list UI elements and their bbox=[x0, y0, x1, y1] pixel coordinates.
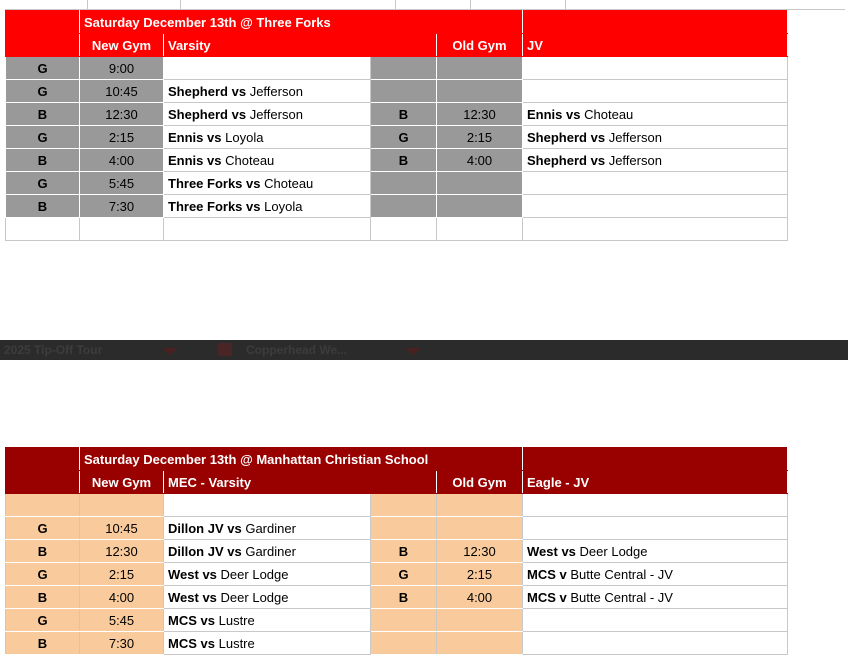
time-cell bbox=[437, 632, 523, 655]
header-gym2-level: Eagle - JV bbox=[523, 471, 788, 494]
gender-cell: G bbox=[6, 517, 80, 540]
away-team: Dillon JV bbox=[168, 543, 224, 559]
away-team: Dillon JV bbox=[168, 520, 224, 536]
chevron-down-icon[interactable] bbox=[405, 348, 421, 355]
title-spacer bbox=[6, 448, 80, 471]
home-team: Butte Central - JV bbox=[570, 589, 673, 605]
table-blank-row bbox=[6, 494, 788, 517]
matchup-cell bbox=[523, 609, 788, 632]
away-team: Shepherd bbox=[168, 106, 228, 122]
table-row bbox=[6, 517, 788, 540]
matchup-cell bbox=[164, 195, 371, 218]
vs-label: vs bbox=[207, 152, 222, 168]
matchup-cell bbox=[523, 195, 788, 218]
table-row bbox=[6, 563, 788, 586]
vs-label: vs bbox=[227, 543, 242, 559]
table-title: Saturday December 13th @ Manhattan Christian School bbox=[80, 448, 523, 471]
vs-label: vs bbox=[231, 83, 247, 99]
time-cell: 2:15 bbox=[437, 563, 523, 586]
away-team: MCS bbox=[527, 589, 556, 605]
gender-cell: G bbox=[6, 563, 80, 586]
home-team: Choteau bbox=[584, 106, 634, 122]
gender-cell: G bbox=[6, 80, 80, 103]
table-row bbox=[6, 632, 788, 655]
gender-cell bbox=[371, 609, 437, 632]
home-team: Loyola bbox=[225, 129, 264, 145]
time-cell: 10:45 bbox=[80, 80, 164, 103]
table-title-row bbox=[6, 448, 788, 471]
time-cell: 4:00 bbox=[80, 149, 164, 172]
matchup-cell bbox=[523, 632, 788, 655]
vs-label: vs bbox=[202, 566, 217, 582]
time-cell: 2:15 bbox=[80, 563, 164, 586]
home-team: Gardiner bbox=[245, 520, 296, 536]
away-team: Shepherd bbox=[168, 83, 228, 99]
vs-label: v bbox=[559, 589, 567, 605]
sheet-tab-tip-off-tour[interactable]: 2025 Tip-Off Tour bbox=[4, 343, 103, 357]
time-cell: 4:00 bbox=[437, 149, 523, 172]
table-row bbox=[6, 172, 788, 195]
table-title: Saturday December 13th @ Three Forks bbox=[80, 11, 523, 34]
matchup-cell bbox=[523, 586, 788, 609]
matchup-cell bbox=[523, 57, 788, 80]
sheet-tab-copperhead[interactable]: Copperhead We... bbox=[246, 343, 348, 357]
time-cell: 2:15 bbox=[80, 126, 164, 149]
schedule-table-three-forks bbox=[5, 10, 788, 241]
away-team: MCS bbox=[168, 612, 197, 628]
header-gym2-level: JV bbox=[523, 34, 788, 57]
header-gym2: Old Gym bbox=[437, 34, 523, 57]
vs-label: vs bbox=[561, 543, 576, 559]
away-team: West bbox=[168, 589, 199, 605]
home-team: Lustre bbox=[218, 612, 255, 628]
away-team: Three Forks bbox=[168, 198, 243, 214]
gender-cell: B bbox=[6, 149, 80, 172]
away-team: Ennis bbox=[168, 129, 204, 145]
matchup-cell bbox=[523, 540, 788, 563]
table-row bbox=[6, 540, 788, 563]
vs-label: v bbox=[559, 566, 567, 582]
time-cell bbox=[437, 609, 523, 632]
away-team: West bbox=[168, 566, 199, 582]
grid-line bbox=[395, 0, 396, 9]
matchup-cell bbox=[164, 172, 371, 195]
gender-cell: G bbox=[371, 126, 437, 149]
gender-cell: B bbox=[371, 586, 437, 609]
title-spacer bbox=[523, 11, 788, 34]
home-team: Jefferson bbox=[608, 129, 662, 145]
gender-cell: B bbox=[371, 103, 437, 126]
table-row bbox=[6, 195, 788, 218]
gender-cell bbox=[371, 195, 437, 218]
matchup-cell bbox=[164, 126, 371, 149]
matchup-cell bbox=[523, 103, 788, 126]
matchup-cell bbox=[523, 563, 788, 586]
away-team: Ennis bbox=[527, 106, 563, 122]
away-team: Shepherd bbox=[527, 152, 587, 168]
table-row bbox=[6, 126, 788, 149]
time-cell bbox=[437, 80, 523, 103]
matchup-cell bbox=[523, 172, 788, 195]
gender-cell: G bbox=[6, 609, 80, 632]
time-cell: 5:45 bbox=[80, 172, 164, 195]
vs-label: vs bbox=[202, 589, 217, 605]
home-team: Butte Central - JV bbox=[570, 566, 673, 582]
away-team: MCS bbox=[168, 635, 197, 651]
sheet-badge-icon bbox=[218, 343, 232, 356]
header-gym2: Old Gym bbox=[437, 471, 523, 494]
time-cell: 5:45 bbox=[80, 609, 164, 632]
table-empty-row bbox=[6, 218, 788, 241]
vs-label: vs bbox=[227, 520, 242, 536]
gender-cell bbox=[371, 517, 437, 540]
gender-cell: G bbox=[6, 57, 80, 80]
matchup-cell bbox=[164, 103, 371, 126]
vs-label: vs bbox=[246, 175, 261, 191]
sheet-tab-bar bbox=[0, 340, 848, 360]
home-team: Gardiner bbox=[245, 543, 296, 559]
vs-label: vs bbox=[590, 152, 606, 168]
home-team: Lustre bbox=[218, 635, 255, 651]
gender-cell: B bbox=[6, 540, 80, 563]
vs-label: vs bbox=[200, 612, 215, 628]
table-row bbox=[6, 149, 788, 172]
matchup-cell bbox=[523, 80, 788, 103]
vs-label: vs bbox=[246, 198, 261, 214]
gender-cell: B bbox=[6, 195, 80, 218]
home-team: Choteau bbox=[264, 175, 314, 191]
schedule-table-manhattan-christian bbox=[5, 447, 788, 655]
matchup-cell bbox=[164, 540, 371, 563]
table-row bbox=[6, 586, 788, 609]
header-spacer bbox=[6, 471, 80, 494]
gender-cell: B bbox=[6, 586, 80, 609]
time-cell: 7:30 bbox=[80, 195, 164, 218]
home-team: Loyola bbox=[264, 198, 303, 214]
title-spacer bbox=[523, 448, 788, 471]
grid-line bbox=[180, 0, 181, 9]
time-cell: 12:30 bbox=[437, 103, 523, 126]
away-team: Shepherd bbox=[527, 129, 587, 145]
home-team: Jefferson bbox=[249, 106, 303, 122]
home-team: Deer Lodge bbox=[220, 589, 289, 605]
gender-cell: G bbox=[6, 126, 80, 149]
table-row bbox=[6, 57, 788, 80]
matchup-cell bbox=[164, 517, 371, 540]
title-spacer bbox=[6, 11, 80, 34]
gender-cell: B bbox=[6, 103, 80, 126]
matchup-cell bbox=[164, 57, 371, 80]
gender-cell: G bbox=[371, 563, 437, 586]
matchup-cell bbox=[523, 126, 788, 149]
vs-label: vs bbox=[231, 106, 247, 122]
table-header-row bbox=[6, 471, 788, 494]
table-row bbox=[6, 80, 788, 103]
home-team: Deer Lodge bbox=[579, 543, 648, 559]
header-spacer bbox=[6, 34, 80, 57]
gender-cell: B bbox=[371, 149, 437, 172]
time-cell: 9:00 bbox=[80, 57, 164, 80]
time-cell bbox=[437, 517, 523, 540]
gender-cell: G bbox=[6, 172, 80, 195]
time-cell: 2:15 bbox=[437, 126, 523, 149]
matchup-cell bbox=[523, 149, 788, 172]
time-cell bbox=[437, 195, 523, 218]
away-team: Ennis bbox=[168, 152, 204, 168]
matchup-cell bbox=[523, 517, 788, 540]
vs-label: vs bbox=[200, 635, 215, 651]
time-cell: 7:30 bbox=[80, 632, 164, 655]
grid-strip-top bbox=[5, 0, 845, 10]
away-team: Three Forks bbox=[168, 175, 243, 191]
gender-cell bbox=[371, 57, 437, 80]
time-cell bbox=[437, 57, 523, 80]
matchup-cell bbox=[164, 586, 371, 609]
matchup-cell bbox=[164, 80, 371, 103]
away-team: MCS bbox=[527, 566, 556, 582]
vs-label: vs bbox=[590, 129, 606, 145]
grid-line bbox=[87, 0, 88, 9]
table-header-row bbox=[6, 34, 788, 57]
header-gym1-level: MEC - Varsity bbox=[164, 471, 437, 494]
gender-cell: B bbox=[6, 632, 80, 655]
grid-line bbox=[565, 0, 566, 9]
matchup-cell bbox=[164, 149, 371, 172]
home-team: Choteau bbox=[225, 152, 275, 168]
header-gym1-level: Varsity bbox=[164, 34, 437, 57]
time-cell: 4:00 bbox=[80, 586, 164, 609]
gender-cell: B bbox=[371, 540, 437, 563]
gender-cell bbox=[371, 80, 437, 103]
vs-label: vs bbox=[207, 129, 222, 145]
time-cell: 12:30 bbox=[80, 103, 164, 126]
matchup-cell bbox=[164, 609, 371, 632]
time-cell: 10:45 bbox=[80, 517, 164, 540]
gender-cell bbox=[371, 172, 437, 195]
header-gym1: New Gym bbox=[80, 34, 164, 57]
header-gym1: New Gym bbox=[80, 471, 164, 494]
away-team: West bbox=[527, 543, 558, 559]
time-cell: 4:00 bbox=[437, 586, 523, 609]
matchup-cell bbox=[164, 563, 371, 586]
chevron-down-icon[interactable] bbox=[162, 348, 178, 355]
gender-cell bbox=[371, 632, 437, 655]
home-team: Jefferson bbox=[608, 152, 662, 168]
home-team: Jefferson bbox=[249, 83, 303, 99]
table-title-row bbox=[6, 11, 788, 34]
time-cell: 12:30 bbox=[437, 540, 523, 563]
vs-label: vs bbox=[566, 106, 581, 122]
time-cell bbox=[437, 172, 523, 195]
grid-line bbox=[470, 0, 471, 9]
home-team: Deer Lodge bbox=[220, 566, 289, 582]
table-row bbox=[6, 609, 788, 632]
time-cell: 12:30 bbox=[80, 540, 164, 563]
matchup-cell bbox=[164, 632, 371, 655]
table-row bbox=[6, 103, 788, 126]
